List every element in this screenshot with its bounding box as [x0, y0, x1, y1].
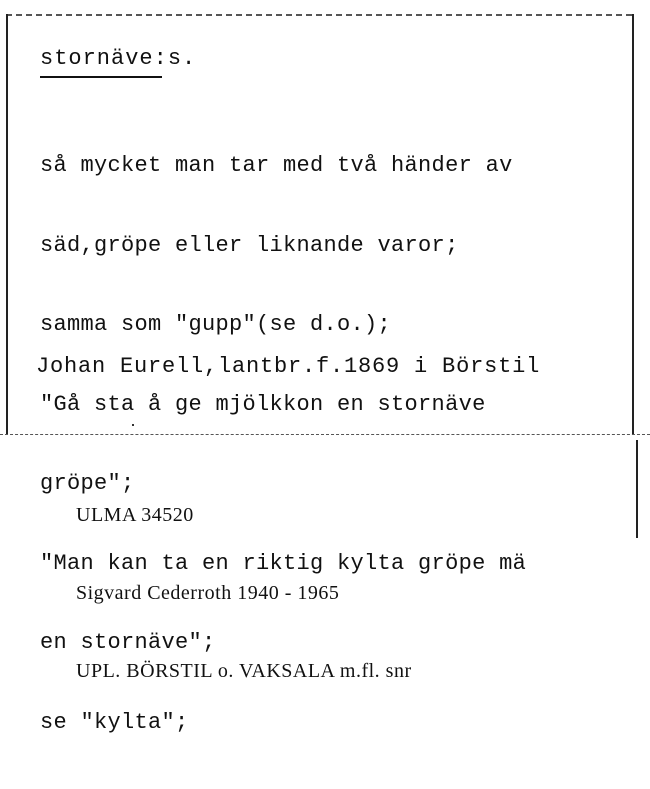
archive-stamp — [76, 450, 412, 736]
card-separator — [0, 434, 650, 435]
definition-line: "Man kan ta en riktig kylta gröpe mä — [40, 550, 527, 576]
definition-line: se "kylta"; — [40, 709, 189, 735]
headword-underline — [40, 76, 162, 78]
definition-line: så mycket man tar med två händer av — [40, 153, 513, 178]
card-top-border — [6, 14, 632, 16]
informant-source: Johan Eurell,lantbr.f.1869 i Börstil — [36, 354, 541, 379]
archive-id: ULMA 34520 — [76, 504, 194, 526]
definition-line: "Gå sta å ge mjölkkon en stornäve — [40, 391, 486, 417]
definition-line: säd,gröpe eller liknande varor; — [40, 232, 459, 258]
definition-line: samma som "gupp"(se d.o.); — [40, 312, 392, 337]
headword: stornäve:s. — [40, 46, 197, 71]
speck — [132, 424, 134, 426]
archive-right-border — [636, 440, 638, 538]
definition-line: en stornäve"; — [40, 630, 216, 655]
location-line: UPL. BÖRSTIL o. VAKSALA m.fl. snr — [76, 660, 412, 682]
collector-line: Sigvard Cederroth 1940 - 1965 — [76, 582, 340, 604]
card-right-border — [632, 14, 634, 434]
card-left-border — [6, 14, 8, 434]
definition-line: gröpe"; — [40, 471, 135, 496]
